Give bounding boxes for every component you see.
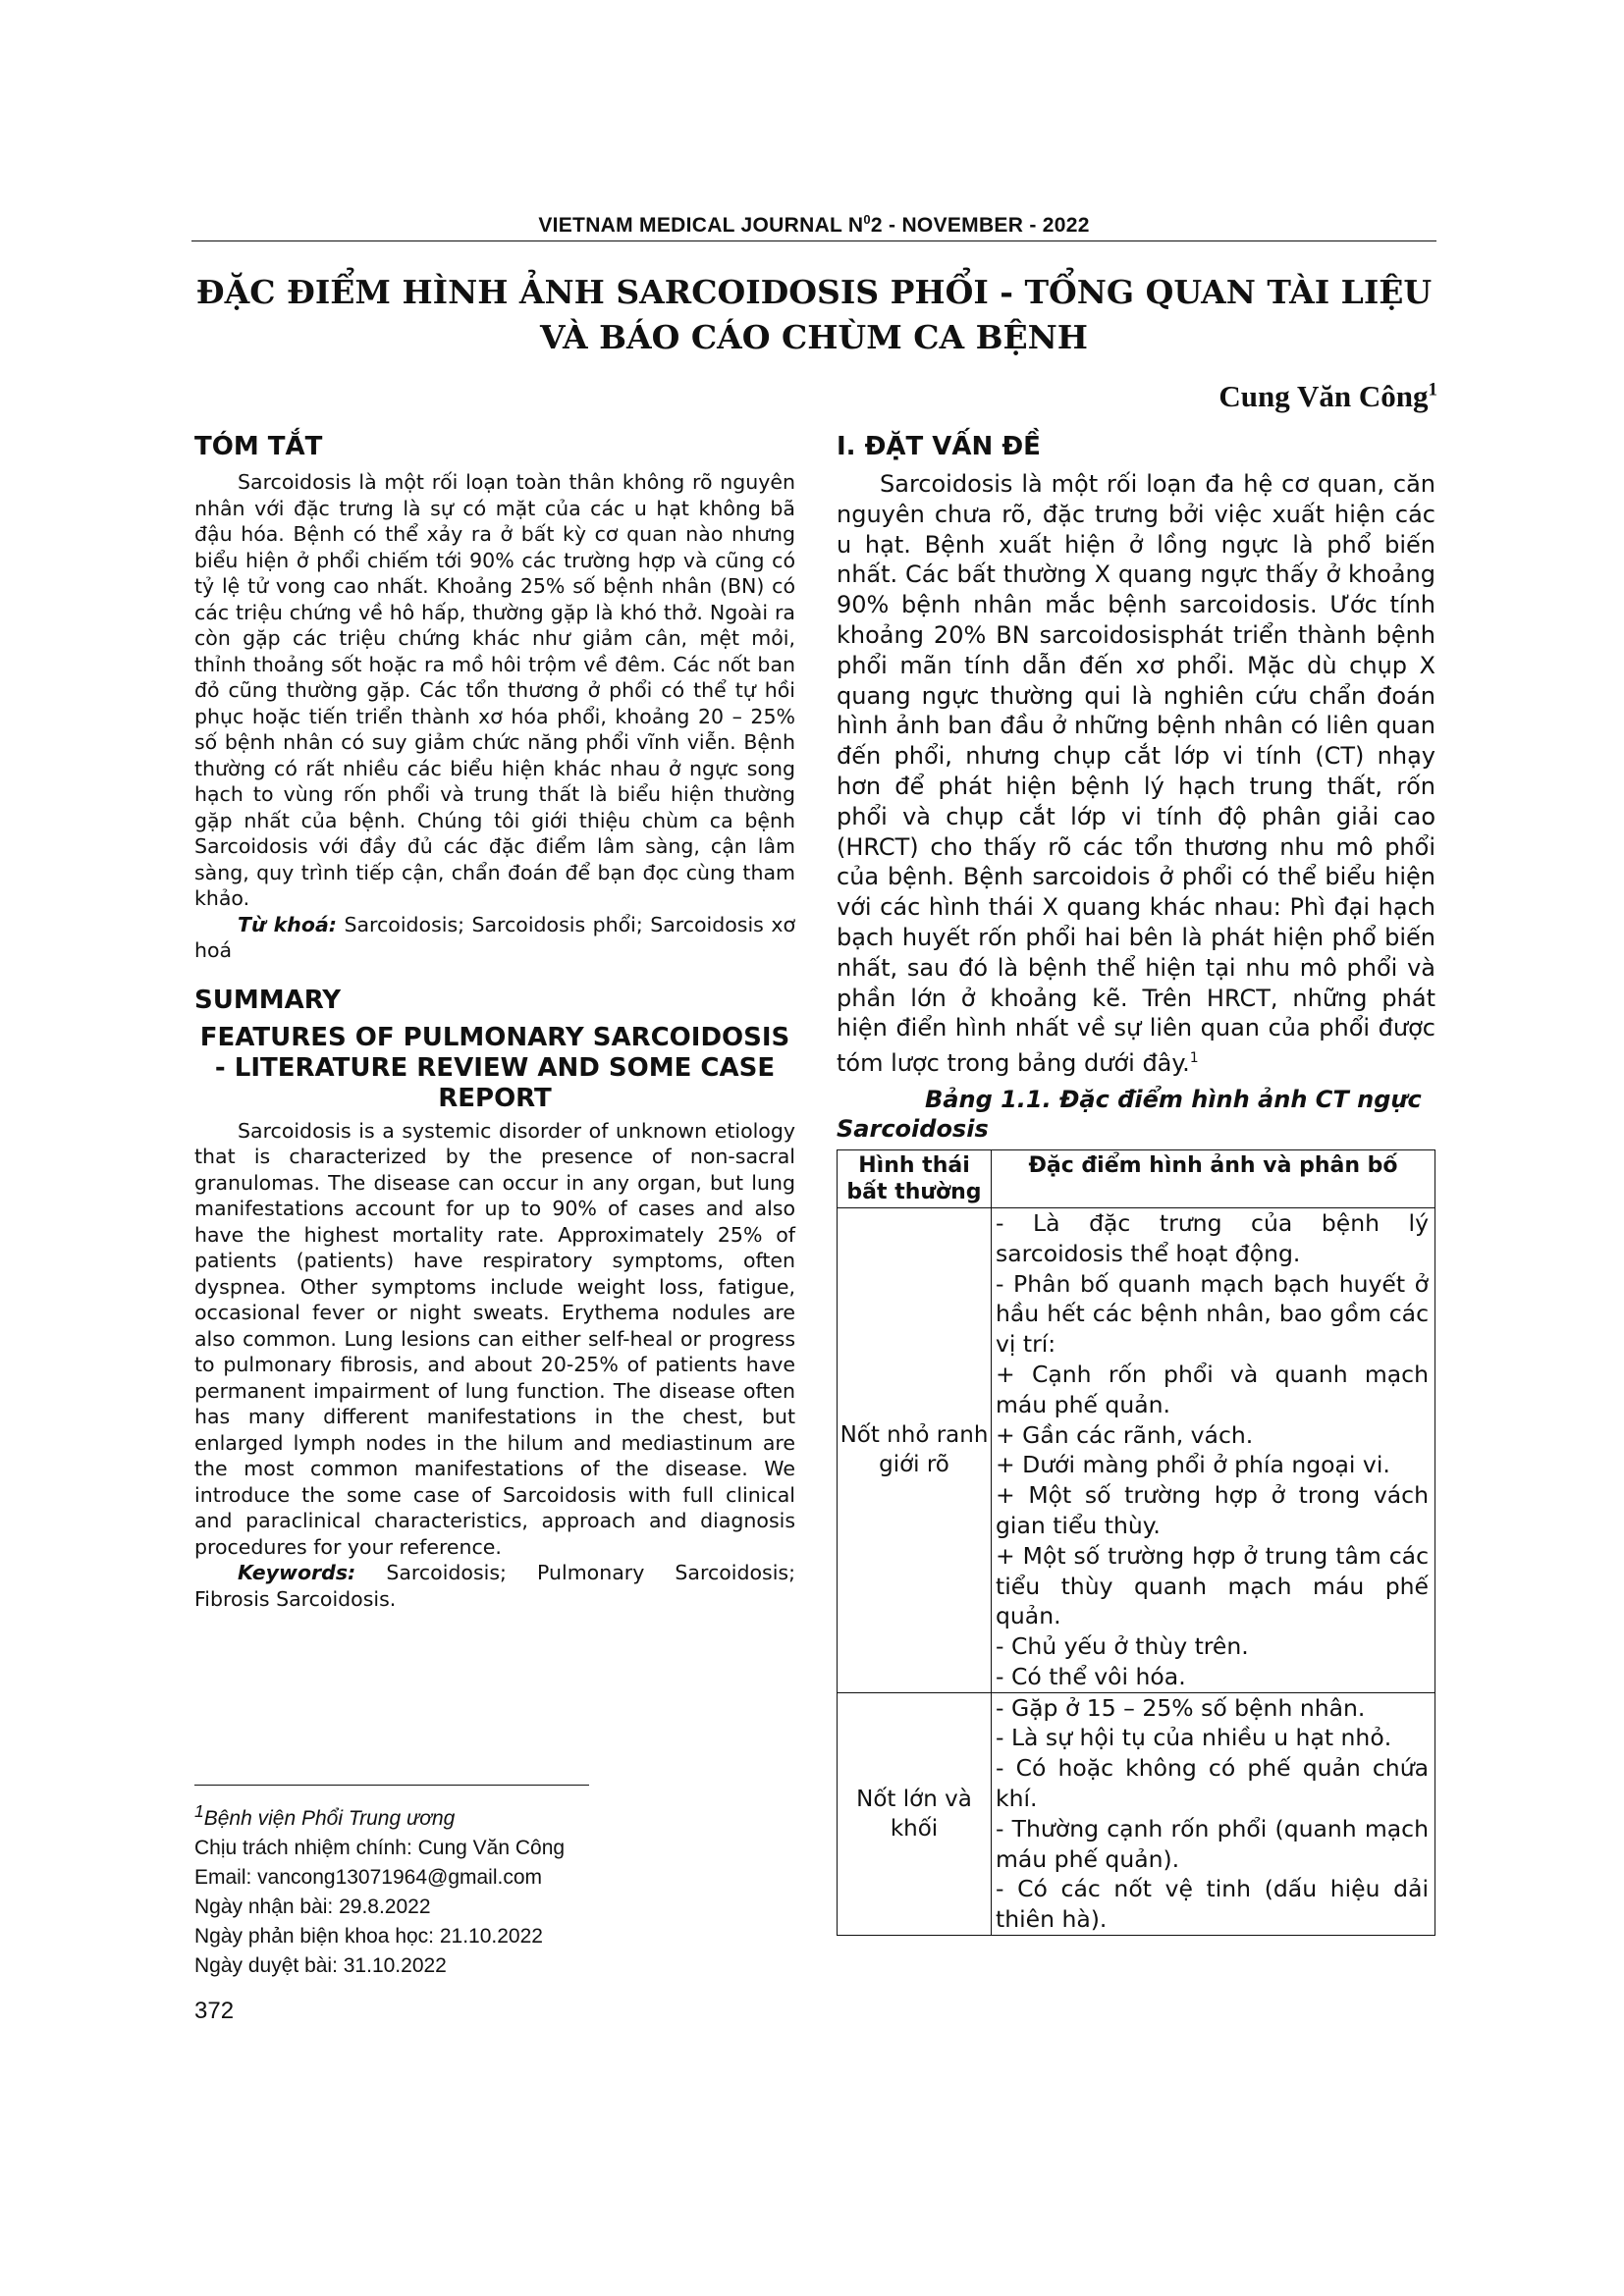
row1-item: - Có thể vôi hóa. <box>996 1662 1186 1690</box>
row2-type: Nốt lớn và khối <box>838 1692 992 1935</box>
row1-item: + Gần các rãnh, vách. <box>996 1420 1254 1449</box>
keywords-label: Từ khoá: <box>238 912 337 936</box>
row2-item: - Thường cạnh rốn phổi (quanh mạch máu phế quản). <box>996 1814 1429 1873</box>
summary-title: FEATURES OF PULMONARY SARCOIDOSIS - LITERATURE REVIEW AND SOME CASE REPORT <box>199 1022 790 1113</box>
affiliation <box>194 1796 705 1834</box>
abstract-keywords <box>194 912 795 964</box>
responsible-author: Chịu trách nhiệm chính: Cung Văn Công <box>194 1837 566 1859</box>
table-caption: Bảng 1.1. Đặc điểm hình ảnh CT ngực Sarcoidosis <box>837 1085 1422 1143</box>
header-rule <box>191 240 1436 241</box>
intro-body: Sarcoidosis là một rối loạn đa hệ cơ quan, căn nguyên chưa rõ, đặc trưng bởi việc xuất hiện các u hạt. Bệnh xuất hiện ở lồng ngực là phổ biến nhất. Các bất thường X quang ngực thấy ở khoảng 90% bệnh nhân mắc bệnh sarcoidosis. Ước tính khoảng 20% BN sarcoidosisphát triển thành bệnh phổi mãn tính dẫn đến xơ phổi. Mặc dù chụp X quang ngực thường qui là nghiên cứu chẩn đoán hình ảnh ban đầu ở những bệnh nhân có liên quan đến phổi, nhưng chụp cắt lớp vi tính (CT) nhạy hơn để phát hiện bệnh lý hạch trung thất, rốn phổi và chụp cắt lớp vi tính độ phân giải cao (HRCT) cho thấy rõ các tổn thương nhu mô phổi của bệnh. Bệnh sarcoidois ở phổi có thể biểu hiện với các hình thái X quang khác nhau: Phì đại hạch bạch huyết rốn phổi hai bên là phát hiện phổ biến nhất, sau đó là bệnh thể hiện tại nhu mô phổi và phần lớn ở khoảng kẽ. Trên HRCT, những phát hiện điển hình nhất về sự liên quan của phổi được tóm lược trong bảng dưới đây. <box>837 470 1435 1078</box>
date-received: Ngày nhận bài: 29.8.2022 <box>194 1896 431 1918</box>
intro-text <box>837 469 1435 1079</box>
row1-item: + Cạnh rốn phổi và quanh mạch máu phế quản. <box>996 1360 1429 1418</box>
col1-header: Hình thái bất thường <box>838 1149 992 1207</box>
date-reviewed: Ngày phản biện khoa học: 21.10.2022 <box>194 1925 543 1948</box>
row1-item: + Một số trường hợp ở trong vách gian tiểu thùy. <box>996 1481 1429 1539</box>
summary-keywords-label: Keywords: <box>238 1561 356 1584</box>
intro-heading: I. ĐẶT VẤN ĐỀ <box>837 432 1041 461</box>
row1-item: - Phân bố quanh mạch bạch huyết ở hầu hết các bệnh nhân, bao gồm các vị trí: <box>996 1269 1429 1359</box>
row1-item: + Một số trường hợp ở trung tâm các tiểu thùy quanh mạch máu phế quản. <box>996 1541 1429 1630</box>
journal-number-sup: 0 <box>863 212 871 227</box>
row2-features <box>992 1692 1435 1935</box>
summary-keywords-text: Sarcoidosis; Pulmonary Sarcoidosis; Fibrosis Sarcoidosis. <box>194 1561 795 1611</box>
abstract-heading: TÓM TẮT <box>194 432 323 461</box>
row1-features <box>992 1207 1435 1692</box>
author <box>1218 379 1437 414</box>
row2-item: - Có các nốt vệ tinh (dấu hiệu dải thiên hà). <box>996 1875 1429 1934</box>
row1-item: - Chủ yếu ở thùy trên. <box>996 1632 1249 1661</box>
footnote-rule <box>194 1785 589 1786</box>
table-row <box>838 1692 1435 1935</box>
page-number: 372 <box>194 1998 235 2024</box>
author-name: Cung Văn Công <box>1218 379 1429 413</box>
title-line-2: VÀ BÁO CÁO CHÙM CA BỆNH <box>540 318 1088 356</box>
summary-heading: SUMMARY <box>194 985 342 1015</box>
article-title <box>191 270 1436 360</box>
journal-header <box>191 212 1436 238</box>
summary-keywords <box>194 1560 795 1612</box>
date-accepted: Ngày duyệt bài: 31.10.2022 <box>194 1954 447 1977</box>
journal-issue: 2 - NOVEMBER - 2022 <box>870 214 1090 237</box>
col2-header: Đặc điểm hình ảnh và phân bố <box>992 1149 1435 1207</box>
keywords-text: Sarcoidosis; Sarcoidosis phổi; Sarcoidosis xơ hoá <box>194 912 795 962</box>
left-column <box>194 432 795 1612</box>
table-row <box>838 1207 1435 1692</box>
row2-item: - Là sự hội tụ của nhiều u hạt nhỏ. <box>996 1724 1392 1752</box>
row1-item: - Là đặc trưng của bệnh lý sarcoidosis thể hoạt động. <box>996 1208 1429 1267</box>
findings-table <box>837 1149 1435 1936</box>
author-sup: 1 <box>1428 379 1437 400</box>
summary-text: Sarcoidosis is a systemic disorder of unknown etiology that is characterized by the presence of non-sacral granulomas. The disease can occur in any organ, but lung manifestations account for up to 90% of cases and also have the highest mortality rate. Approximately 25% of patients (patients) have respiratory symptoms, often dyspnea. Other symptoms include weight loss, fatigue, occasional fever or night sweats. Erythema nodules are also common. Lung lesions can either self-heal or progress to pulmonary fibrosis, and about 20-25% of patients have permanent impairment of lung function. The disease often has many different manifestations in the chest, but enlarged lymph nodes in the hilum and mediastinum are the most common manifestations of the disease. We introduce the some case of Sarcoidosis with full clinical and paraclinical characteristics, approach and diagnosis procedures for your reference. <box>194 1118 795 1559</box>
row2-item: - Gặp ở 15 – 25% số bệnh nhân. <box>996 1693 1366 1722</box>
title-line-1: ĐẶC ĐIỂM HÌNH ẢNH SARCOIDOSIS PHỔI - TỔNG QUAN TÀI LIỆU <box>195 273 1433 311</box>
row2-item: - Có hoặc không có phế quản chứa khí. <box>996 1754 1429 1813</box>
abstract-text: Sarcoidosis là một rối loạn toàn thân không rõ nguyên nhân với đặc trưng là sự có mặt của các u hạt không bã đậu hóa. Bệnh có thể xảy ra ở bất kỳ cơ quan nào nhưng biểu hiện ở phổi chiếm tới 90% các trường hợp và cũng có tỷ lệ tử vong cao nhất. Khoảng 25% số bệnh nhân (BN) có các triệu chứng về hô hấp, thường gặp là khó thở. Ngoài ra còn gặp các triệu chứng khác như giảm cân, mệt mỏi, thỉnh thoảng sốt hoặc ra mồ hôi trộm về đêm. Các nốt ban đỏ cũng thường gặp. Các tổn thương ở phổi có thể tự hồi phục hoặc tiến triển thành xơ hóa phổi, khoảng 20 – 25% số bệnh nhân có suy giảm chức năng phổi vĩnh viễn. Bệnh thường có rất nhiều các biểu hiện khác nhau ở ngực song hạch to vùng rốn phổi và trung thất là biểu hiện thường gặp nhất của bệnh. Chúng tôi giới thiệu chùm ca bệnh Sarcoidosis với đầy đủ các đặc điểm lâm sàng, cận lâm sàng, quy trình tiếp cận, chẩn đoán để bạn đọc cùng tham khảo. <box>194 470 795 910</box>
intro-ref: 1 <box>1189 1050 1199 1067</box>
footnotes <box>194 1796 705 1981</box>
row1-item: + Dưới màng phổi ở phía ngoại vi. <box>996 1451 1390 1479</box>
affiliation-sup: 1 <box>194 1801 204 1821</box>
journal-name: VIETNAM MEDICAL JOURNAL N <box>538 214 864 237</box>
affiliation-text: Bệnh viện Phổi Trung ương <box>203 1807 456 1830</box>
table-header-row <box>838 1149 1435 1207</box>
right-column <box>837 432 1435 1936</box>
author-email: Email: vancong13071964@gmail.com <box>194 1866 543 1889</box>
row1-type: Nốt nhỏ ranh giới rõ <box>838 1207 992 1692</box>
